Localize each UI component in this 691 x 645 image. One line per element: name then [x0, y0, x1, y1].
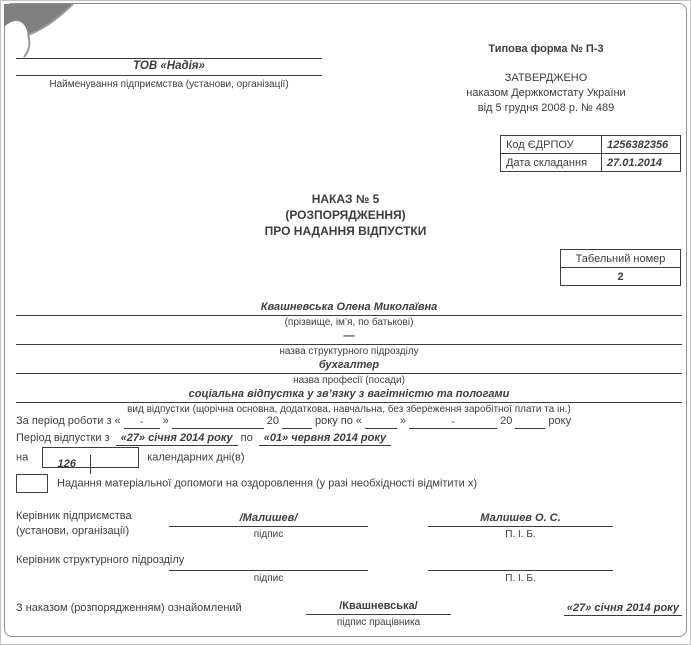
profession-field	[16, 359, 682, 388]
line-text: року	[548, 415, 572, 427]
work-period-line	[16, 414, 682, 429]
vacation-type-field	[16, 388, 682, 417]
employee-name-value: Квашневська Олена Миколаївна	[16, 301, 682, 316]
line-text: »	[400, 415, 407, 427]
line-blank	[365, 415, 397, 429]
form-fields	[16, 301, 682, 417]
acknowledgement-label: З наказом (розпорядженням) ознайомлений	[16, 602, 242, 614]
employee-signature-caption: підпис працівника	[336, 617, 421, 628]
header-right	[400, 43, 691, 116]
days-count-value: 126	[43, 455, 91, 474]
line-blank: -	[124, 415, 160, 429]
document-title	[5, 191, 686, 239]
vacation-type-caption: вид відпустки (щорічна основна, додаткова, навчальна, без збереження заробітної плати та ін.)	[127, 404, 571, 415]
personnel-number-label: Табельний номер	[561, 250, 681, 268]
director-role-line-1: Керівник підприємства	[16, 510, 132, 522]
days-caption: календарних дні(в)	[147, 451, 245, 464]
edrpou-value: 1256382356	[602, 136, 681, 154]
material-aid-label: Надання матеріальної допомоги на оздоровлення (у разі необхідності відмітити х)	[57, 477, 477, 490]
profession-caption: назва професії (посади)	[293, 375, 405, 386]
profession-value: бухгалтер	[16, 359, 682, 374]
unit-head-signature-row	[16, 553, 682, 597]
line-text: по	[240, 432, 253, 444]
director-name-block	[428, 512, 613, 540]
director-signature-value: /Малишев/	[169, 512, 368, 527]
line-text: Період відпустки з	[16, 432, 110, 444]
material-aid-row	[16, 474, 477, 493]
days-count-row	[16, 447, 245, 468]
company-block	[16, 58, 322, 90]
line-text: року по «	[315, 415, 363, 427]
department-caption: назва структурного підрозділу	[279, 346, 419, 357]
employee-name-field	[16, 301, 682, 330]
compose-date-label: Дата складання	[501, 154, 602, 172]
approval-block	[400, 71, 691, 116]
director-signature-row	[16, 509, 682, 553]
line-text: 20	[500, 415, 513, 427]
line-filled: «01» червня 2014 року	[259, 432, 391, 446]
table-row	[501, 136, 681, 154]
vacation-period-line	[16, 431, 682, 446]
line-blank	[172, 415, 264, 429]
edrpou-label: Код ЄДРПОУ	[501, 136, 602, 154]
form-page	[4, 3, 687, 637]
title-line-1: НАКАЗ № 5	[311, 192, 380, 206]
line-filled: «27» січня 2014 року	[116, 432, 238, 446]
line-blank	[515, 415, 545, 429]
line-blank: -	[409, 415, 497, 429]
info-table	[500, 135, 681, 172]
director-name-value: Малишев О. С.	[428, 512, 613, 527]
director-signature-block	[169, 512, 368, 540]
department-value: —	[16, 330, 682, 345]
table-row	[561, 268, 681, 286]
approval-line: від 5 грудня 2008 р. № 489	[477, 102, 615, 114]
form-type-label: Типова форма № П-3	[488, 43, 604, 55]
line-text: За період роботи з «	[16, 415, 121, 427]
table-row	[501, 154, 681, 172]
unit-head-name-caption: П. І. Б.	[505, 573, 536, 584]
material-aid-checkbox	[16, 474, 48, 493]
director-name-caption: П. І. Б.	[505, 529, 536, 540]
unit-head-name-value	[428, 556, 613, 571]
line-text: »	[162, 415, 169, 427]
personnel-number-table	[560, 249, 681, 286]
unit-head-signature-value	[169, 556, 368, 571]
unit-head-signature-caption: підпис	[253, 573, 284, 584]
approval-line: наказом Держкомстату України	[466, 87, 626, 99]
company-name-caption: Найменування підприємства (установи, організації)	[49, 79, 289, 90]
unit-head-role-line-1: Керівник структурного підрозділу	[16, 554, 185, 566]
employee-name-caption: (прізвище, ім’я, по батькові)	[284, 317, 414, 328]
vacation-type-value: соціальна відпустка у зв’язку з вагітністю та пологами	[16, 388, 682, 403]
employee-signature-block	[306, 600, 451, 628]
unit-head-name-block	[428, 556, 613, 584]
days-count-empty-cell	[91, 448, 138, 467]
company-name: ТОВ «Надія»	[16, 58, 322, 76]
personnel-number-value: 2	[561, 268, 681, 286]
line-text: 20	[266, 415, 280, 427]
title-line-3: ПРО НАДАННЯ ВІДПУСТКИ	[264, 224, 427, 238]
unit-head-signature-block	[169, 556, 368, 584]
director-signature-caption: підпис	[253, 529, 284, 540]
employee-signature-value: /Квашневська/	[306, 600, 451, 615]
approval-line: ЗАТВЕРДЖЕНО	[504, 72, 588, 84]
table-row	[561, 250, 681, 268]
line-blank	[282, 415, 312, 429]
department-field	[16, 330, 682, 359]
days-count-box	[42, 447, 139, 468]
acknowledgement-row	[16, 600, 682, 640]
acknowledgement-date: «27» січня 2014 року	[564, 602, 682, 616]
compose-date-value: 27.01.2014	[602, 154, 681, 172]
title-line-2: (РОЗПОРЯДЖЕННЯ)	[285, 208, 406, 222]
director-role-line-2: (установи, організації)	[16, 525, 130, 537]
days-lead-label: на	[16, 451, 29, 464]
